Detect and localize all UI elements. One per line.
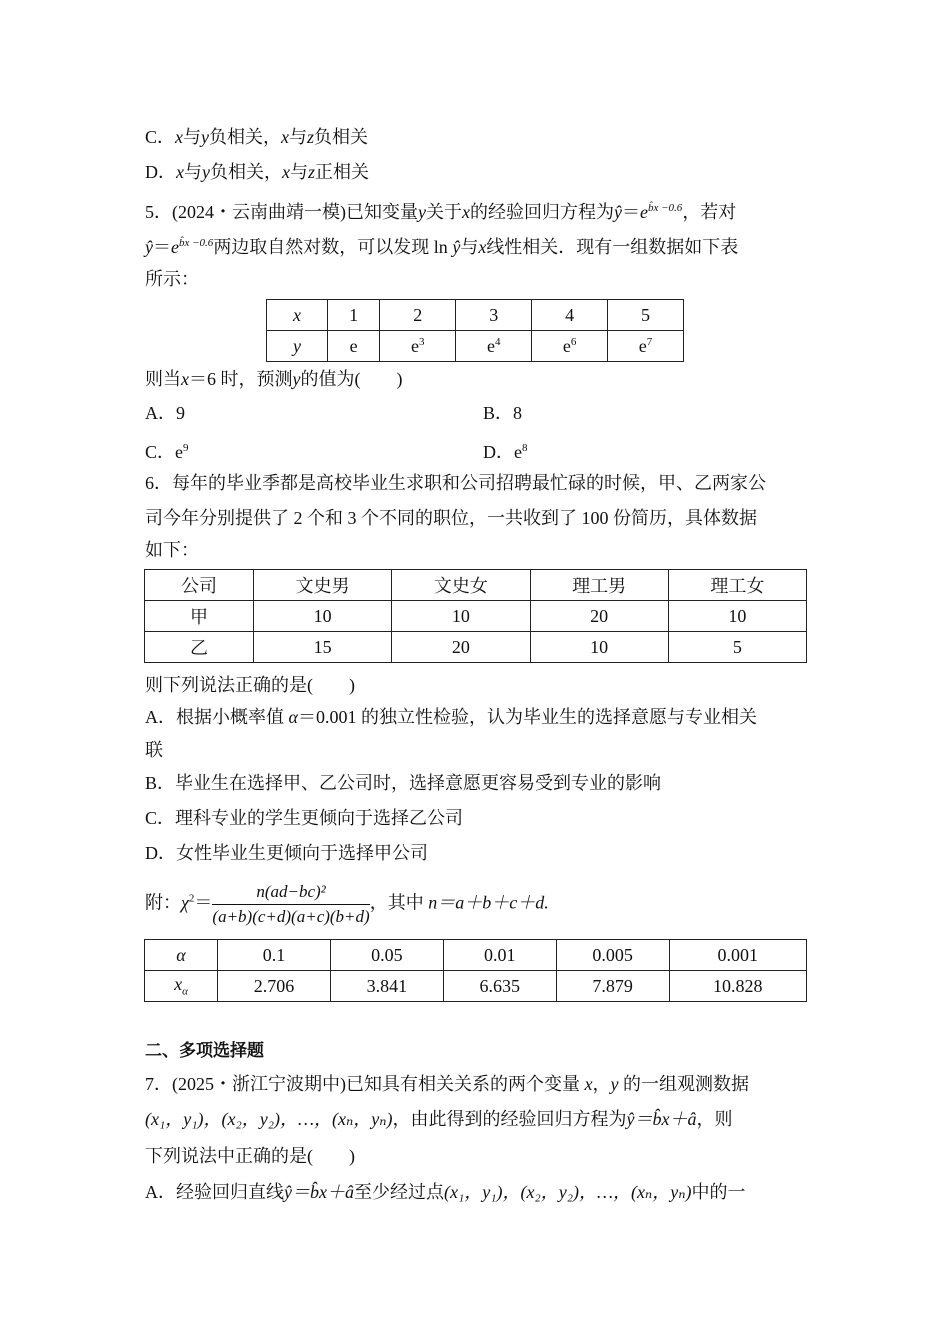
cell: 2 [380, 300, 456, 331]
option-label: B． [483, 403, 514, 423]
section-title: 二、多项选择题 [145, 1041, 264, 1061]
cell: 5 [608, 300, 684, 331]
var: y [202, 162, 210, 182]
q4-option-c: C．x与y负相关，x与z负相关 [145, 127, 369, 147]
exponent: 9 [183, 442, 189, 454]
cell: 3 [456, 300, 532, 331]
text: 两边取自然对数，可以发现 ln [213, 237, 453, 257]
cell: 0.005 [556, 940, 669, 971]
var: y [292, 369, 301, 389]
cell: 10 [392, 601, 530, 632]
text: 与 [460, 237, 479, 257]
table-row [145, 601, 807, 632]
cell: 6.635 [443, 971, 556, 1002]
text: 的值为( ) [300, 369, 403, 389]
header-cell: 理工男 [530, 570, 668, 601]
denominator: (a+b)(c+d)(a+c)(b+d) [212, 907, 370, 926]
cell: 20 [392, 632, 530, 663]
cell: 0.1 [218, 940, 331, 971]
q6-data-table [144, 569, 807, 663]
var: y [610, 1074, 619, 1094]
text: 负相关， [209, 127, 282, 147]
exponent: 3 [419, 335, 425, 348]
text: 附： [145, 892, 181, 913]
subscript: α [182, 985, 188, 998]
q6-option-b: B．毕业生在选择甲、乙公司时，选择意愿更容易受到专业的影响 [145, 773, 662, 793]
chi-square-formula [145, 880, 549, 929]
var: ŷ [145, 237, 153, 257]
table-row [267, 331, 684, 362]
text: ，若对 [682, 202, 737, 222]
option-text: 8 [513, 403, 523, 423]
text: 正相关 [315, 162, 370, 182]
exponent: 6 [570, 335, 577, 348]
table-row [145, 971, 807, 1002]
equation: ŷ＝b̂x＋â [284, 1182, 354, 1202]
cell: 乙 [145, 632, 254, 663]
numerator: n(ad−bc)² [212, 880, 369, 905]
var: x [174, 974, 183, 995]
option-label: D． [483, 442, 514, 462]
text: 关于 [426, 202, 462, 222]
option-label: C． [145, 127, 176, 147]
var: x [175, 127, 184, 147]
text: ＝ [153, 237, 171, 257]
text: ，则 [696, 1109, 733, 1129]
var: ŷ [452, 237, 461, 257]
var: e [640, 202, 648, 222]
cell: 3.841 [330, 971, 443, 1002]
cell: 0.001 [669, 940, 806, 971]
critical-value-table [144, 939, 807, 1002]
cell: 20 [530, 601, 668, 632]
header-cell: y [267, 331, 328, 362]
q5-data-table [266, 299, 684, 362]
var: z [307, 127, 315, 147]
text: e [349, 335, 358, 356]
exponent: 2 [188, 892, 195, 905]
equation: ŷ＝b̂x＋â [626, 1109, 697, 1129]
text: 与 [289, 127, 308, 147]
option-text: e [514, 442, 522, 462]
text: ＝ [194, 892, 213, 913]
table-header-row [145, 570, 807, 601]
exponent: b̂x −0.6 [179, 237, 214, 249]
text: 的一组观测数据 [618, 1074, 749, 1094]
cell: 2.706 [218, 971, 331, 1002]
table-row [145, 632, 807, 663]
q5-question [145, 368, 403, 390]
option-text: 9 [176, 403, 185, 423]
text: e [411, 335, 420, 356]
header-cell: 公司 [145, 570, 254, 601]
header-cell [145, 971, 218, 1002]
q5-option-d [483, 437, 528, 463]
var: e [171, 237, 179, 257]
q6-option-a-line1 [145, 706, 757, 728]
header-cell: 文史女 [392, 570, 530, 601]
var: x [584, 1074, 593, 1094]
option-text: e [175, 442, 184, 462]
text: ＝ [622, 202, 640, 222]
var: χ [181, 892, 189, 913]
option-label: C． [145, 442, 176, 462]
points: (x₁，y₁)，(x₂，y₂)，…，(xₙ，yₙ) [443, 1182, 692, 1202]
text: ，由此得到的经验回归方程为 [392, 1109, 627, 1129]
option-label: D． [145, 162, 176, 182]
text: 与 [290, 162, 308, 182]
q7-option-a [145, 1181, 746, 1203]
var: ŷ [614, 202, 622, 222]
text: e [638, 335, 647, 356]
q7-line1 [145, 1073, 749, 1095]
text: 7．(2025・浙江宁波期中)已知具有相关关系的两个变量 [145, 1074, 585, 1094]
text: 5．(2024・云南曲靖一模)已知变量 [145, 202, 418, 222]
cell: 0.01 [443, 940, 556, 971]
cell: 7.879 [556, 971, 669, 1002]
q6-option-a-line2: 联 [145, 740, 163, 760]
text: 中的一 [691, 1182, 746, 1202]
q5-option-a [145, 402, 185, 424]
q6-question: 则下列说法正确的是( ) [145, 675, 355, 695]
text: ，其中 [369, 892, 429, 913]
cell: 10.828 [669, 971, 806, 1002]
var: y [418, 202, 426, 222]
q5-option-c [145, 437, 189, 463]
text: 与 [184, 162, 202, 182]
text: A．根据小概率值 [145, 707, 289, 727]
var: x [462, 202, 470, 222]
text: 线性相关．现有一组数据如下表 [486, 237, 739, 257]
q5-line1 [145, 197, 736, 223]
text: A．经验回归直线 [145, 1182, 284, 1202]
var: x [478, 237, 487, 257]
points: (x₁，y₁)，(x₂，y₂)，…，(xₙ，yₙ) [145, 1109, 393, 1129]
q7-line3: 下列说法中正确的是( ) [145, 1146, 355, 1166]
var: x [176, 162, 184, 182]
q4-option-d [145, 161, 369, 183]
q5-line2 [145, 232, 738, 258]
cell [608, 331, 684, 362]
option-label: A． [145, 403, 176, 423]
cell [380, 331, 456, 362]
exponent: b̂x −0.6 [648, 202, 683, 214]
cell: 4 [532, 300, 608, 331]
var: y [201, 127, 210, 147]
exponent: 7 [646, 335, 653, 348]
exponent: 4 [494, 335, 501, 348]
text: 负相关， [210, 162, 282, 182]
cell: 5 [668, 632, 806, 663]
cell [328, 331, 380, 362]
text: 则当 [145, 369, 181, 389]
cell [456, 331, 532, 362]
var: x [282, 162, 290, 182]
q6-line2: 司今年分别提供了 2 个和 3 个不同的职位，一共收到了 100 份简历，具体数据 [145, 508, 757, 528]
q7-line2 [145, 1108, 733, 1130]
text: ， [592, 1074, 611, 1094]
header-cell: x [267, 300, 328, 331]
q6-option-d: D．女性毕业生更倾向于选择甲公司 [145, 843, 428, 863]
table-row [267, 300, 684, 331]
cell: 0.05 [330, 940, 443, 971]
header-cell: 理工女 [668, 570, 806, 601]
cell: 1 [328, 300, 380, 331]
cell: 10 [254, 601, 392, 632]
text: ＝0.001 的独立性检验，认为毕业生的选择意愿与专业相关 [297, 707, 757, 727]
cell: 甲 [145, 601, 254, 632]
var: α [288, 707, 298, 727]
text: ＝6 时，预测 [189, 369, 293, 389]
table-row [145, 940, 807, 971]
header-cell: α [145, 940, 218, 971]
fraction [212, 880, 369, 929]
text: 与 [183, 127, 202, 147]
text: e [562, 335, 571, 356]
text: 至少经过点 [353, 1182, 444, 1202]
cell [532, 331, 608, 362]
var: x [181, 369, 189, 389]
cell: 10 [530, 632, 668, 663]
cell: 15 [254, 632, 392, 663]
exponent: 8 [522, 442, 528, 454]
var: z [308, 162, 316, 182]
text: 的经验回归方程为 [470, 202, 614, 222]
q6-option-c: C．理科专业的学生更倾向于选择乙公司 [145, 808, 464, 828]
var: x [281, 127, 290, 147]
q5-option-b [483, 402, 522, 424]
q5-line3: 所示： [145, 269, 199, 289]
cell: 10 [668, 601, 806, 632]
text: e [486, 335, 495, 356]
q6-line1: 6．每年的毕业季都是高校毕业生求职和公司招聘最忙碌的时候，甲、乙两家公 [145, 473, 766, 493]
q6-line3: 如下： [145, 540, 199, 560]
text: n＝a＋b＋c＋d. [428, 892, 549, 913]
header-cell: 文史男 [254, 570, 392, 601]
